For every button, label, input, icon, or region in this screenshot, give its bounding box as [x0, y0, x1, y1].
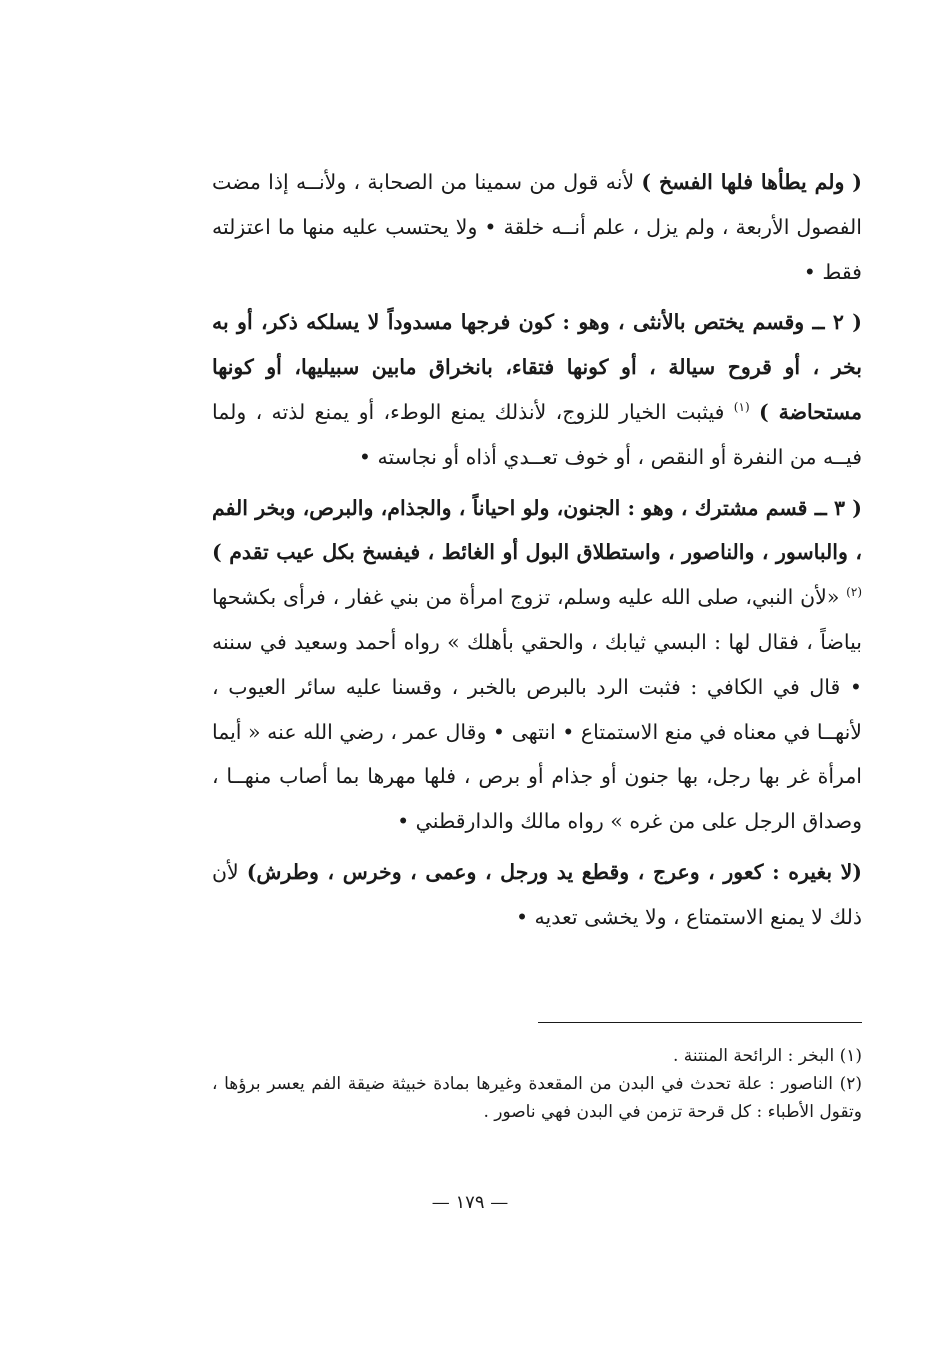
footnote-separator — [538, 1022, 862, 1023]
matn-text: ( ٣ ــ قسم مشترك ، وهو : الجنون، ولو احياناً ، والجذام، والبرص، وبخر الفم ، والباسور ، والناصور ، واستطلاق البول أو الغائط ، فيفسخ بكل عيب تقدم ) — [212, 495, 862, 565]
main-text — [212, 160, 862, 946]
footnote-2: (٢) الناصور : علة تحدث في البدن من المقعدة وغيرها بمادة خبيثة ضيقة الفم يعسر برؤها ، وتقول الأطباء : كل قرحة تزمن في البدن فهي ناصور . — [212, 1074, 862, 1122]
paragraph-1 — [212, 160, 862, 294]
footnote-ref: (١) — [733, 400, 750, 415]
commentary-text: «لأن النبي، صلى الله عليه وسلم، تزوج امرأة من بني غفار ، فرأى بكشحها بياضاً ، فقال لها : البسي ثيابك ، والحقي بأهلك » رواه أحمد وسعيد في سننه • قال في الكافي : فثبت الرد بالبرص بالخبر ، وقسنا عليه سائر العيوب ، لأنهــا في معناه في منع الاستمتاع • انتهى • وقال عمر ، رضي الله عنه « أيما امرأة غر بها رجل، بها جنون أو جذام أو برص ، فلها مهرها بما أصاب منهــا ، وصداق الرجل على من غره » رواه مالك والدارقطني • — [212, 585, 862, 834]
paragraph-3 — [212, 486, 862, 844]
commentary-text: فيثبت الخيار للزوج، لأنذلك يمنع الوطء، أو يمنع لذته ، ولما فيــه من النفرة أو النقص ، أو خوف تعــدي أذاه أو نجاسته • — [212, 399, 862, 469]
footnote-ref: (٢) — [846, 585, 862, 600]
footnote-1: (١) البخر : الرائحة المنتنة . — [672, 1046, 862, 1066]
matn-text: (لا بغيره : كعور ، وعرج ، وقطع يد ورجل ، وعمى ، وخرس ، وطرش) — [246, 859, 862, 884]
footnotes — [212, 1042, 862, 1126]
paragraph-4 — [212, 850, 862, 940]
commentary-text: لأن ذلك لا يمنع الاستمتاع ، ولا يخشى تعديه • — [212, 859, 862, 929]
matn-text: ( ٢ ــ وقسم يختص بالأنثى ، وهو : كون فرجها مسدوداً لا يسلكه ذكر، أو به بخر ، أو قروح سيالة ، أو كونها فتقاء، بانخراق مابين سبيليها، أو كونها مستحاضة ) — [212, 310, 862, 424]
commentary-text: لأنه قول من سمينا من الصحابة ، ولأنــه إذا مضت الفصول الأربعة ، ولم يزل ، علم أنــه خلقة • ولا يحتسب عليه منها ما اعتزلته فقط • — [212, 170, 862, 284]
paragraph-2 — [212, 300, 862, 479]
matn-text: ( ولم يطأها فلها الفسخ ) — [641, 170, 862, 194]
page-number: — ١٧٩ — — [431, 1192, 509, 1213]
